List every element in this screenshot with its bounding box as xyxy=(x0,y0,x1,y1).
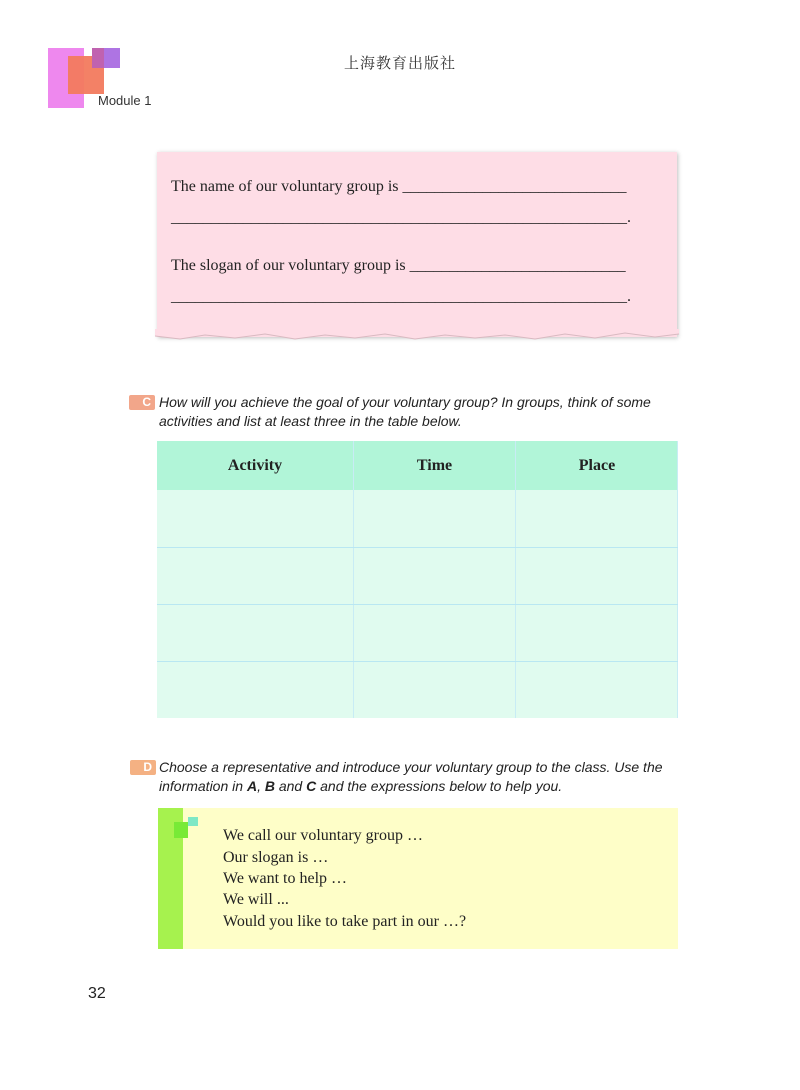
table-cell-activity[interactable] xyxy=(157,662,353,718)
activity-table xyxy=(157,441,678,718)
table-cell-place[interactable] xyxy=(516,662,677,718)
group-name-card xyxy=(157,152,677,337)
table-cell-place[interactable] xyxy=(516,490,677,547)
section-c-instruction: How will you achieve the goal of your voluntary group? In groups, think of some activities and list at least three in the table below. xyxy=(159,394,651,429)
column-header-place: Place xyxy=(578,457,616,474)
decorative-square xyxy=(174,822,188,838)
expression-line: Our slogan is … xyxy=(223,849,329,866)
expression-line: Would you like to take part in our …? xyxy=(223,913,467,930)
table-divider xyxy=(677,441,678,718)
column-header-activity: Activity xyxy=(227,457,283,474)
table-cell-time[interactable] xyxy=(354,548,515,604)
expressions-box xyxy=(158,808,678,949)
expression-line: We call our voluntary group … xyxy=(223,827,423,844)
group-name-prompt[interactable]: The name of our voluntary group is ____________________________ xyxy=(171,178,627,195)
column-header-time: Time xyxy=(416,457,453,474)
section-d-badge: D xyxy=(130,758,156,776)
module-label: Module 1 xyxy=(98,93,152,108)
table-cell-place[interactable] xyxy=(516,548,677,604)
table-cell-activity[interactable] xyxy=(157,605,353,661)
table-cell-time[interactable] xyxy=(354,605,515,661)
torn-edge-decoration xyxy=(155,329,679,345)
table-cell-time[interactable] xyxy=(354,662,515,718)
decorative-square xyxy=(188,817,198,826)
expression-line: We will ... xyxy=(223,891,289,908)
section-c-badge: C xyxy=(129,393,155,411)
group-slogan-continuation[interactable]: _________________________________________________________. xyxy=(171,288,631,305)
publisher-name: 上海教育出版社 xyxy=(343,54,456,72)
group-name-continuation[interactable]: _________________________________________________________. xyxy=(171,209,631,226)
table-cell-activity[interactable] xyxy=(157,490,353,547)
table-cell-place[interactable] xyxy=(516,605,677,661)
group-slogan-prompt[interactable]: The slogan of our voluntary group is ___________________________ xyxy=(171,257,626,274)
table-cell-activity[interactable] xyxy=(157,548,353,604)
page-number: 32 xyxy=(88,985,106,1002)
section-d-instruction: Choose a representative and introduce your voluntary group to the class. Use the information in A, B and C and the expressions below to help you. xyxy=(159,759,663,794)
expression-line: We want to help … xyxy=(223,870,348,887)
table-cell-time[interactable] xyxy=(354,490,515,547)
